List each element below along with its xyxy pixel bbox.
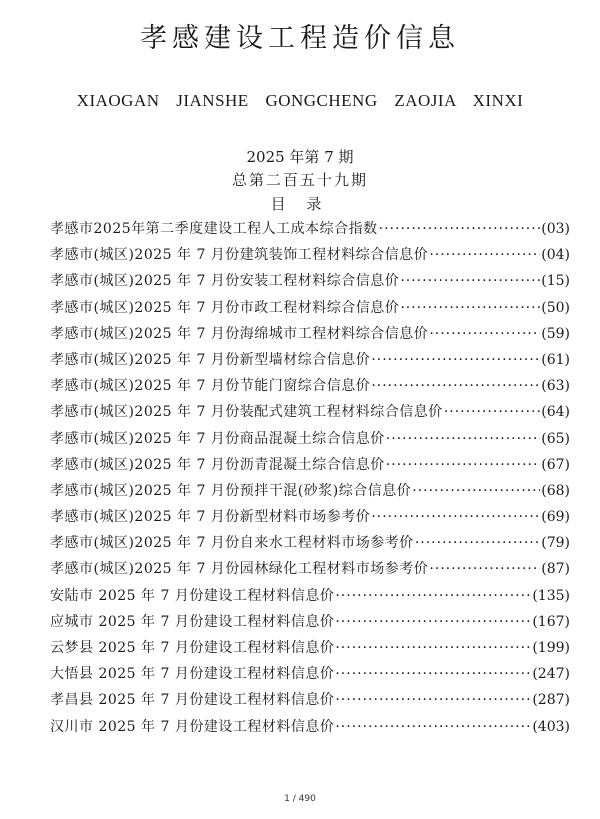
toc-entry[interactable] xyxy=(50,532,570,558)
toc-entry-label: 孝感市(城区)2025 年 7 月份新型材料市场参考价 xyxy=(50,509,371,526)
toc-leader-dots xyxy=(415,535,540,551)
toc-entry-label: 孝感市(城区)2025 年 7 月份市政工程材料综合信息价 xyxy=(50,299,400,316)
page-separator: / xyxy=(292,794,296,804)
toc-entry-page: (61) xyxy=(541,351,570,368)
toc-entry-label: 孝感市(城区)2025 年 7 月份沥青混凝土综合信息价 xyxy=(50,456,385,473)
toc-entry-page: (247) xyxy=(532,666,570,683)
toc-entry-page: (65) xyxy=(541,430,570,447)
total-pages: 490 xyxy=(298,794,316,804)
toc-heading: 目 录 xyxy=(270,195,330,213)
toc-entry[interactable] xyxy=(50,637,570,663)
toc-entry-page: (63) xyxy=(541,378,570,395)
toc-leader-dots xyxy=(335,666,531,682)
toc-leader-dots xyxy=(335,640,531,656)
toc-entry-page: (50) xyxy=(541,299,570,316)
toc-entry-label: 孝感市(城区)2025 年 7 月份预拌干混(砂浆)综合信息价 xyxy=(50,482,412,499)
toc-entry-label: 孝昌县 2025 年 7 月份建设工程材料信息价 xyxy=(50,692,335,709)
toc-entry[interactable] xyxy=(50,349,570,375)
toc-entry-label: 应城市 2025 年 7 月份建设工程材料信息价 xyxy=(50,613,335,630)
toc-entry[interactable] xyxy=(50,401,570,427)
toc-entry-label: 孝感市(城区)2025 年 7 月份建筑装饰工程材料综合信息价 xyxy=(50,247,429,264)
toc-leader-dots xyxy=(412,483,540,499)
toc-entry-page: (135) xyxy=(532,587,570,604)
toc-entry-page: (287) xyxy=(532,692,570,709)
toc-entry-page: (167) xyxy=(532,613,570,630)
toc-leader-dots xyxy=(335,692,531,708)
toc-entry-page: (04) xyxy=(541,247,570,264)
table-of-contents xyxy=(50,218,570,742)
page-indicator xyxy=(0,794,600,804)
toc-entry-label: 孝感市(城区)2025 年 7 月份自来水工程材料市场参考价 xyxy=(50,535,414,552)
toc-leader-dots xyxy=(400,273,540,289)
toc-entry-label: 孝感市2025年第二季度建设工程人工成本综合指数 xyxy=(50,221,378,237)
toc-leader-dots xyxy=(386,457,540,473)
toc-entry[interactable] xyxy=(50,480,570,506)
toc-entry[interactable] xyxy=(50,611,570,637)
toc-leader-dots xyxy=(379,221,541,237)
toc-leader-dots xyxy=(371,509,540,525)
toc-entry[interactable] xyxy=(50,663,570,689)
issue-number: 2025 年第 7 期 xyxy=(246,148,354,166)
toc-entry[interactable] xyxy=(50,506,570,532)
toc-entry-page: (68) xyxy=(541,482,570,499)
toc-leader-dots xyxy=(400,300,540,316)
toc-entry-label: 云梦县 2025 年 7 月份建设工程材料信息价 xyxy=(50,640,335,656)
toc-entry-page: (59) xyxy=(541,325,570,342)
toc-entry[interactable] xyxy=(50,585,570,611)
toc-leader-dots xyxy=(335,719,531,735)
toc-entry[interactable] xyxy=(50,428,570,454)
toc-entry-page: (15) xyxy=(541,273,570,290)
toc-entry[interactable] xyxy=(50,375,570,401)
toc-entry-page: (69) xyxy=(541,509,570,526)
toc-entry-page: (03) xyxy=(541,221,570,237)
document-subtitle: XIAOGAN JIANSHE GONGCHENG ZAOJIA XINXI xyxy=(76,91,524,110)
toc-entry-page: (403) xyxy=(532,718,570,735)
toc-entry-label: 孝感市(城区)2025 年 7 月份节能门窗综合信息价 xyxy=(50,378,371,395)
toc-entry-page: (64) xyxy=(541,404,570,421)
toc-entry-page: (87) xyxy=(541,561,570,578)
toc-leader-dots xyxy=(386,431,540,447)
toc-entry-label: 孝感市(城区)2025 年 7 月份海绵城市工程材料综合信息价 xyxy=(50,325,429,342)
toc-entry[interactable] xyxy=(50,218,570,244)
toc-entry[interactable] xyxy=(50,270,570,296)
toc-entry-page: (67) xyxy=(541,456,570,473)
toc-leader-dots xyxy=(444,404,540,420)
toc-entry-label: 孝感市(城区)2025 年 7 月份安装工程材料综合信息价 xyxy=(50,273,400,290)
toc-entry[interactable] xyxy=(50,244,570,270)
toc-leader-dots xyxy=(335,588,531,604)
document-title: 孝感建设工程造价信息 xyxy=(140,23,460,54)
toc-leader-dots xyxy=(371,378,540,394)
toc-entry[interactable] xyxy=(50,297,570,323)
toc-entry-label: 孝感市(城区)2025 年 7 月份园林绿化工程材料市场参考价 xyxy=(50,561,429,578)
toc-entry-page: (199) xyxy=(532,640,570,656)
current-page: 1 xyxy=(284,794,290,804)
toc-entry[interactable] xyxy=(50,323,570,349)
total-issue-number: 总第二百五十九期 xyxy=(231,171,368,189)
toc-entry[interactable] xyxy=(50,558,570,584)
toc-entry-label: 大悟县 2025 年 7 月份建设工程材料信息价 xyxy=(50,666,335,683)
toc-leader-dots xyxy=(371,352,540,368)
toc-leader-dots xyxy=(335,614,531,630)
toc-entry[interactable] xyxy=(50,454,570,480)
toc-entry-label: 安陆市 2025 年 7 月份建设工程材料信息价 xyxy=(50,587,335,604)
toc-leader-dots xyxy=(429,326,540,342)
toc-entry[interactable] xyxy=(50,716,570,742)
toc-entry-label: 孝感市(城区)2025 年 7 月份商品混凝土综合信息价 xyxy=(50,430,385,447)
toc-entry-label: 汉川市 2025 年 7 月份建设工程材料信息价 xyxy=(50,718,335,735)
toc-entry[interactable] xyxy=(50,689,570,715)
toc-entry-page: (79) xyxy=(541,535,570,552)
toc-entry-label: 孝感市(城区)2025 年 7 月份新型墙材综合信息价 xyxy=(50,351,371,368)
toc-entry-label: 孝感市(城区)2025 年 7 月份装配式建筑工程材料综合信息价 xyxy=(50,404,443,421)
toc-leader-dots xyxy=(429,561,540,577)
toc-leader-dots xyxy=(429,247,540,263)
